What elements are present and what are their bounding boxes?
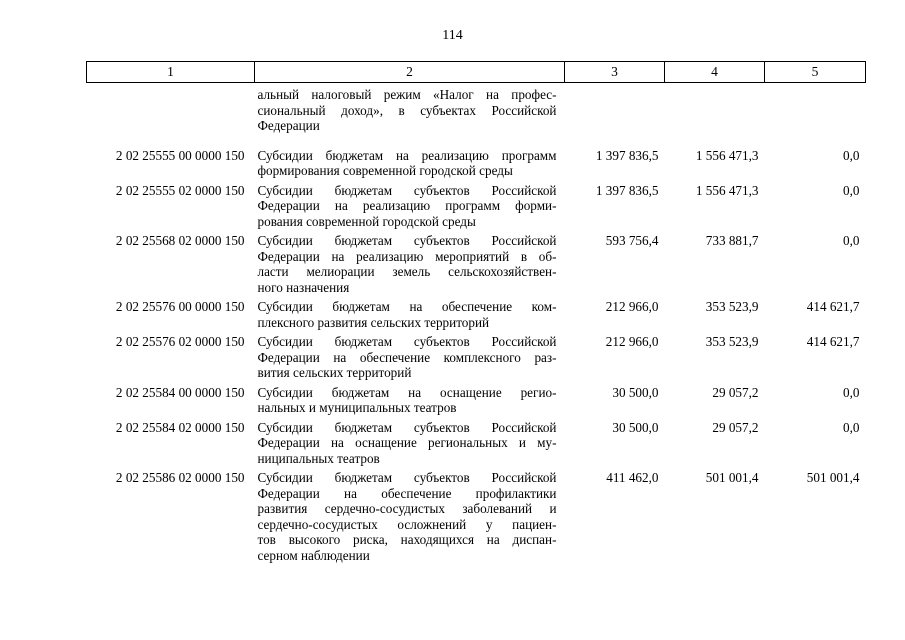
description-line: ласти мелиорации земель сельскохозяйствен- <box>257 264 557 279</box>
code-cell: 2 02 25584 02 0000 150 <box>115 419 245 435</box>
value-cell-3 <box>565 83 665 138</box>
description-line: Субсидии бюджетам на реализацию программ <box>257 147 557 163</box>
value-cell-4: 29 057,2 <box>712 419 759 435</box>
column-header-4: 4 <box>665 62 765 83</box>
table-row <box>87 334 866 385</box>
column-header-5: 5 <box>765 62 866 83</box>
code-cell: 2 02 25584 00 0000 150 <box>115 384 245 400</box>
value-cell-5: 0,0 <box>843 147 860 163</box>
description-line: Субсидии бюджетам субъектов Российской <box>257 419 557 435</box>
table-row <box>87 183 866 234</box>
description-line: развития сердечно-сосудистых заболеваний и <box>257 501 557 516</box>
description-line: Субсидии бюджетам субъектов Российской <box>257 334 557 349</box>
code-cell: 2 02 25555 00 0000 150 <box>115 147 245 163</box>
description-line: рования современной городской среды <box>257 213 476 229</box>
description-line: нальных и муниципальных театров <box>257 400 457 415</box>
description-line: Федерации на реализацию программ форми- <box>257 198 557 213</box>
table-row <box>87 420 866 471</box>
description-line: тов высокого риска, находящихся на диспан- <box>257 532 557 547</box>
description-cell <box>255 470 565 567</box>
value-cell-4: 29 057,2 <box>712 384 759 400</box>
description-cell <box>255 385 565 420</box>
column-number-row <box>87 62 866 83</box>
description-line: ниципальных театров <box>257 450 380 466</box>
table-row <box>87 138 866 183</box>
description-line: Федерации на реализацию мероприятий в об- <box>257 248 557 264</box>
description-line: Федерации <box>257 118 320 133</box>
column-header-3: 3 <box>565 62 665 83</box>
table-row <box>87 299 866 334</box>
value-cell-3: 593 756,4 <box>605 233 659 248</box>
code-cell: 2 02 25576 00 0000 150 <box>115 299 245 314</box>
table-row <box>87 385 866 420</box>
description-line: Субсидии бюджетам субъектов Российской <box>257 182 557 198</box>
description-line: Субсидии бюджетам субъектов Российской <box>257 233 557 248</box>
description-line: Федерации на обеспечение комплексного раз- <box>257 349 557 365</box>
description-line: вития сельских территорий <box>257 365 412 380</box>
value-cell-5: 0,0 <box>843 182 860 198</box>
code-cell: 2 02 25586 02 0000 150 <box>115 470 245 485</box>
description-line: плексного развития сельских территорий <box>257 314 490 330</box>
value-cell-4: 353 523,9 <box>705 299 759 314</box>
description-line: формирования современной городской среды <box>257 163 513 178</box>
page-number: 114 <box>442 28 463 43</box>
value-cell-4: 501 001,4 <box>705 470 759 485</box>
budget-table <box>86 61 866 567</box>
description-cell <box>255 299 565 334</box>
value-cell-3: 30 500,0 <box>612 419 659 435</box>
description-cell <box>255 83 565 138</box>
value-cell-5: 414 621,7 <box>806 299 860 314</box>
value-cell-4: 353 523,9 <box>705 334 759 349</box>
value-cell-5: 501 001,4 <box>806 470 860 485</box>
value-cell-3: 212 966,0 <box>605 299 659 314</box>
description-cell <box>255 334 565 385</box>
code-cell: 2 02 25555 02 0000 150 <box>115 182 245 198</box>
description-line: Федерации на оснащение региональных и му- <box>257 435 557 450</box>
description-cell <box>255 183 565 234</box>
description-line: ного назначения <box>257 279 350 295</box>
description-line: Федерации на обеспечение профилактики <box>257 485 557 501</box>
table-row <box>87 233 866 299</box>
description-cell <box>255 233 565 299</box>
description-line: сердечно-сосудистых осложнений у пациен- <box>257 516 557 532</box>
value-cell-3: 1 397 836,5 <box>595 182 659 198</box>
value-cell-5: 0,0 <box>843 419 860 435</box>
code-cell <box>87 83 255 138</box>
description-line: Субсидии бюджетам субъектов Российской <box>257 470 557 485</box>
value-cell-5: 0,0 <box>843 233 860 248</box>
value-cell-3: 1 397 836,5 <box>595 147 659 163</box>
value-cell-5 <box>765 83 866 138</box>
description-line: Субсидии бюджетам на обеспечение ком- <box>257 299 557 314</box>
value-cell-5: 414 621,7 <box>806 334 860 349</box>
description-line: серном наблюдении <box>257 547 370 563</box>
value-cell-4: 733 881,7 <box>705 233 759 248</box>
description-line: Субсидии бюджетам на оснащение регио- <box>257 384 557 400</box>
value-cell-3: 411 462,0 <box>606 470 659 485</box>
value-cell-5: 0,0 <box>843 384 860 400</box>
table-row-continuation <box>87 83 866 138</box>
value-cell-4: 1 556 471,3 <box>695 147 759 163</box>
code-cell: 2 02 25576 02 0000 150 <box>115 334 245 349</box>
column-header-1: 1 <box>87 62 255 83</box>
description-cell <box>255 138 565 183</box>
value-cell-4: 1 556 471,3 <box>695 182 759 198</box>
description-line: сиональный доход», в субъектах Российской <box>257 102 557 118</box>
code-cell: 2 02 25568 02 0000 150 <box>115 233 245 248</box>
value-cell-3: 212 966,0 <box>605 334 659 349</box>
description-line: альный налоговый режим «Налог на профес- <box>257 87 557 102</box>
value-cell-3: 30 500,0 <box>612 384 659 400</box>
value-cell-4 <box>665 83 765 138</box>
table-row <box>87 470 866 567</box>
column-header-2: 2 <box>255 62 565 83</box>
description-cell <box>255 420 565 471</box>
